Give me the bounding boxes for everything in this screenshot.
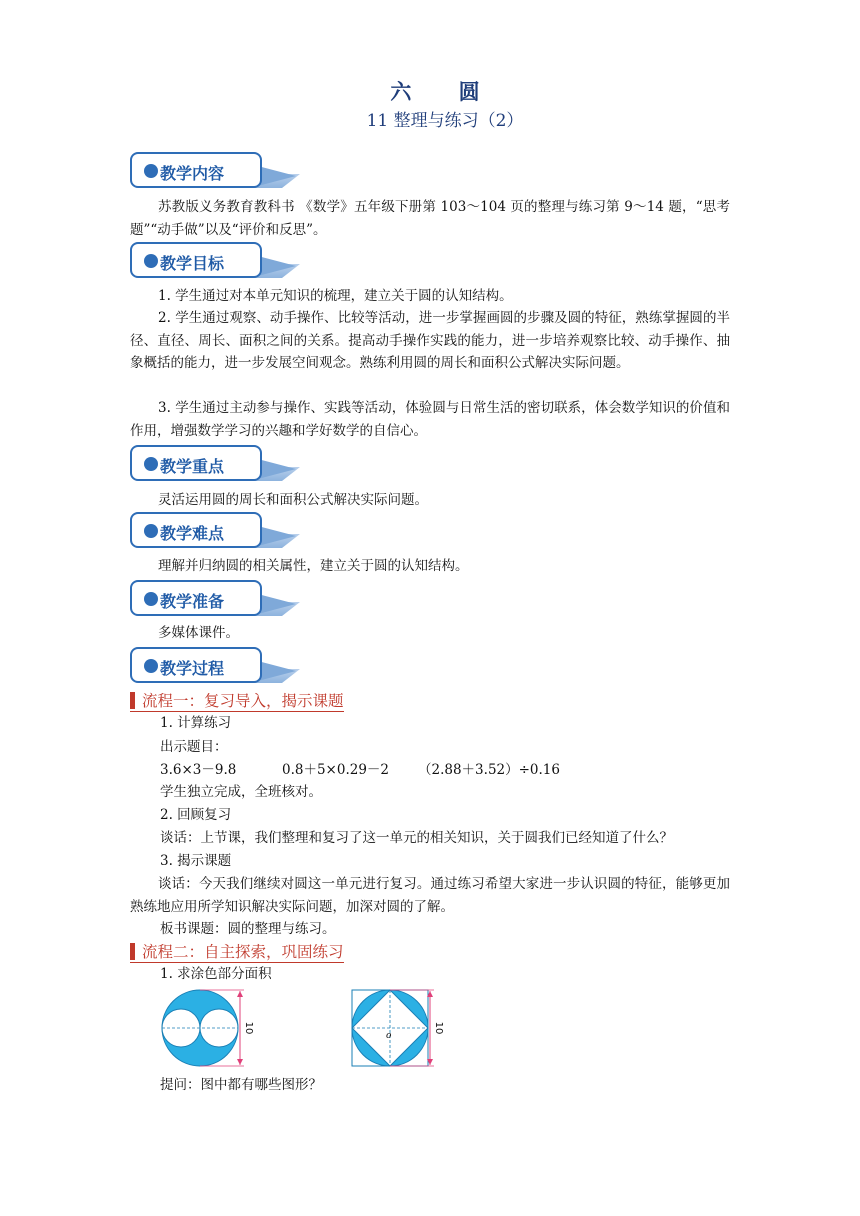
- section-badge-difficulties: 教学难点: [130, 512, 300, 554]
- flow1-line-1: 1. 计算练习: [160, 715, 232, 731]
- preparation-text: 多媒体课件。: [158, 625, 239, 641]
- flow1-line-6: 谈话：上节课，我们整理和复习了这一单元的相关知识，关于圆我们已经知道了什么？: [160, 830, 673, 846]
- lesson-title: 11 整理与练习（2）: [366, 111, 524, 131]
- difficulties-text: 理解并归纳圆的相关属性，建立关于圆的认知结构。: [158, 558, 469, 574]
- flow-heading-2: 流程二：自主探索，巩固练习: [130, 940, 344, 963]
- goal-item-3: 3. 学生通过主动参与操作、实践等活动，体验圆与日常生活的密切联系，体会数学知识的价值和作用，增强数学学习的兴趣和学好数学的自信心。: [130, 400, 730, 439]
- goal-item-1: 1. 学生通过对本单元知识的梳理，建立关于圆的认知结构。: [158, 288, 513, 304]
- flow1-line-2: 出示题目：: [160, 739, 228, 755]
- section-badge-goals: 教学目标: [130, 242, 300, 284]
- bullet-dot-icon: [144, 457, 158, 471]
- flow1-expr-1: 3.6×3－9.8: [160, 762, 237, 778]
- bullet-dot-icon: [144, 592, 158, 606]
- figure-two-circles: [160, 988, 260, 1068]
- goal-item-2: 2. 学生通过观察、动手操作、比较等活动，进一步掌握画圆的步骤及圆的特征，熟练掌握圆的半径、直径、周长、面积之间的关系。提高动手操作实践的能力，进一步培养观察比较、动手操作、抽象概括的能力，进一步发展空间观念。熟练利用圆的周长和面积公式解决实际问题。: [130, 310, 730, 371]
- flow1-line-5: 2. 回顾复习: [160, 807, 232, 823]
- flow2-line-2: 提问：图中都有哪些图形？: [160, 1077, 322, 1093]
- figure2-dimension: 10: [433, 1021, 444, 1035]
- bullet-dot-icon: [144, 659, 158, 673]
- flow1-expr-3: （2.88＋3.52）÷0.16: [418, 762, 560, 778]
- flow-heading-1: 流程一：复习导入，揭示课题: [130, 689, 344, 712]
- bullet-dot-icon: [144, 164, 158, 178]
- key-points-text: 灵活运用圆的周长和面积公式解决实际问题。: [158, 492, 428, 508]
- flow1-line-7: 3. 揭示课题: [160, 853, 232, 869]
- section-badge-preparation: 教学准备: [130, 580, 300, 622]
- flow2-line-1: 1. 求涂色部分面积: [160, 966, 272, 982]
- section-badge-content: 教学内容: [130, 152, 300, 194]
- unit-title: 六 圆: [390, 80, 500, 104]
- figure2-center-label: o: [386, 1031, 392, 1041]
- flow1-line-8: 谈话：今天我们继续对圆这一单元进行复习。通过练习希望大家进一步认识圆的特征，能够更加熟练地应用所学知识解决实际问题，加深对圆的了解。: [130, 876, 730, 915]
- flow1-expr-2: 0.8＋5×0.29－2: [282, 762, 390, 778]
- bullet-dot-icon: [144, 254, 158, 268]
- flow1-line-9: 板书课题：圆的整理与练习。: [160, 921, 336, 937]
- section-badge-key-points: 教学重点: [130, 445, 300, 487]
- section-badge-process: 教学过程: [130, 647, 300, 689]
- content-text: 苏教版义务教育教科书 《数学》五年级下册第 103～104 页的整理与练习第 9～14 题，“思考题”“动手做”以及“评价和反思”。: [130, 199, 730, 238]
- figure-inscribed-square: [350, 988, 450, 1068]
- figure1-dimension: 10: [243, 1021, 254, 1035]
- bullet-dot-icon: [144, 524, 158, 538]
- flow1-line-4: 学生独立完成，全班核对。: [160, 784, 322, 800]
